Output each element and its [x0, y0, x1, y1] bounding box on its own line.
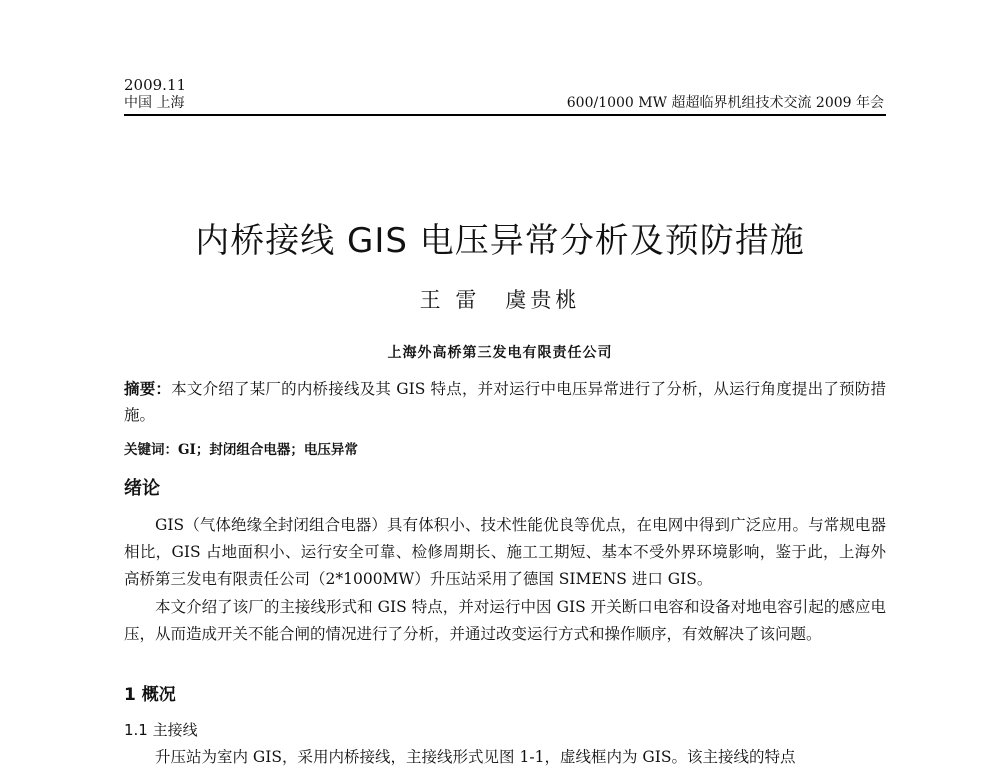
- abstract: [124, 376, 886, 428]
- intro-paragraph-1: GIS（气体绝缘全封闭组合电器）具有体积小、技术性能优良等优点，在电网中得到广泛应用。与常规电器相比，GIS 占地面积小、运行安全可靠、检修周期长、施工工期短、基本不受外界环境影响，鉴于此，上海外高桥第三发电有限责任公司（2*1000MW）升压站采用了德国 SIMENS 进口 GIS。: [124, 516, 886, 588]
- keywords: 关键词：GI；封闭组合电器；电压异常: [124, 442, 358, 458]
- section-heading-1: 1 概况: [124, 685, 176, 705]
- abstract-label: 摘要：: [124, 379, 172, 398]
- paper-authors: 王 雷 虞贵桃: [419, 288, 581, 312]
- paper-title: 内桥接线 GIS 电压异常分析及预防措施: [195, 221, 805, 261]
- intro-paragraph-2: 本文介绍了该厂的主接线形式和 GIS 特点，并对运行中因 GIS 开关断口电容和设备对地电容引起的感应电压，从而造成开关不能合闸的情况进行了分析，并通过改变运行方式和操作顺序，有效解决了该问题。: [124, 598, 886, 643]
- section-1-1-paragraph: 升压站为室内 GIS，采用内桥接线，主接线形式见图 1-1，虚线框内为 GIS。该主接线的特点: [155, 748, 796, 766]
- header-rule: [124, 114, 886, 116]
- header-conference: 600/1000 MW 超超临界机组技术交流 2009 年会: [566, 95, 884, 111]
- header-location: 中国 上海: [124, 95, 185, 111]
- paper-affiliation: 上海外高桥第三发电有限责任公司: [387, 345, 613, 361]
- section-heading-intro: 绪论: [124, 478, 160, 499]
- section-heading-1-1: 1.1 主接线: [124, 721, 198, 739]
- header-date: 2009.11: [124, 76, 187, 94]
- abstract-text: 本文介绍了某厂的内桥接线及其 GIS 特点，并对运行中电压异常进行了分析，从运行角度提出了预防措施。: [124, 380, 886, 424]
